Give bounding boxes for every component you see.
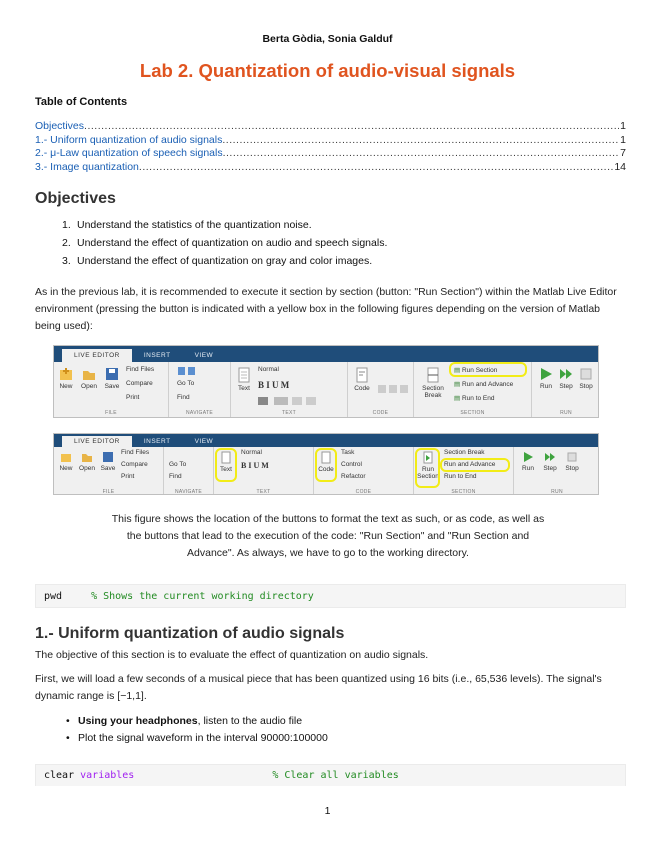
run-to-end-button: ▤ Run to End	[454, 395, 495, 402]
style-dropdown: Normal	[258, 366, 279, 373]
format-buttons: B I U M	[241, 461, 269, 470]
run-to-end-button: Run to End	[444, 473, 477, 480]
go-to-button: Go To	[177, 380, 195, 387]
code-block-clear[interactable]	[35, 764, 626, 786]
authors: Berta Gòdia, Sonia Galduf	[262, 33, 393, 45]
navigate-group: Go To Find NAVIGATE	[164, 447, 214, 495]
print-button: Print	[126, 394, 140, 401]
play-icon	[522, 451, 534, 463]
code-argument: variables	[80, 770, 135, 781]
new-button: New	[56, 367, 76, 390]
style-dropdown: Normal	[241, 449, 262, 456]
print-button: Print	[121, 473, 135, 480]
toc-leader	[223, 147, 620, 161]
toc-link[interactable]: 2.- μ-Law quantization of speech signals	[35, 147, 223, 159]
plus-icon	[59, 367, 73, 381]
navigate-group: Go To Find NAVIGATE	[169, 362, 231, 417]
open-button: Open	[79, 367, 99, 390]
text-group: Text Normal B I U M TEXT	[214, 447, 314, 495]
toc-page-number: 1	[620, 120, 626, 132]
navigate-icon	[177, 366, 197, 376]
run-section-button: Run Section	[417, 451, 439, 480]
toc-link[interactable]: Objectives	[35, 120, 85, 132]
toc-page-number: 7	[620, 147, 626, 159]
code-command: clear	[44, 770, 75, 781]
text-group: Text Normal B I U M TEXT	[231, 362, 348, 417]
toc-heading: Table of Contents	[35, 96, 128, 108]
step-icon	[559, 367, 573, 381]
code-button: Code	[317, 451, 335, 473]
list-item: • Using your headphones, listen to the audio file	[66, 715, 303, 727]
code-group: Code Task Control Refactor CODE	[314, 447, 414, 495]
run-and-advance-button: Run and Advance	[444, 461, 496, 468]
toc-page-number: 14	[614, 160, 626, 173]
section-1-bullets	[66, 713, 328, 747]
stop-button: Stop	[576, 367, 596, 390]
code-comment: % Clear all variables	[272, 770, 399, 781]
find-files-button: Find Files	[121, 449, 150, 456]
toolbar-tabs	[54, 346, 598, 362]
compare-button: Compare	[126, 380, 153, 387]
go-to-button: Go To	[169, 461, 187, 468]
run-section-highlight	[415, 448, 440, 488]
tab-view: VIEW	[194, 438, 214, 445]
folder-icon	[81, 451, 93, 463]
tab-insert: INSERT	[143, 352, 171, 359]
plus-icon	[60, 451, 72, 463]
toolbar-screenshot-1	[53, 345, 599, 418]
tab-view: VIEW	[194, 352, 214, 359]
section-1-heading: 1.- Uniform quantization of audio signals	[35, 625, 345, 642]
toc-item-image[interactable]	[35, 161, 626, 175]
run-and-advance-highlight	[440, 458, 510, 472]
figure-caption: This figure shows the location of the buttons to format the text as such, or as code, as well as the buttons that lead to the execution of the code: "Run Section" and "Run Section and Advance". As always, we have to go to the working directory.	[111, 513, 545, 559]
save-button: Save	[102, 367, 122, 390]
toc-leader	[84, 120, 619, 134]
text-doc-icon	[238, 367, 250, 383]
toc-item-mulaw[interactable]	[35, 147, 626, 161]
tab-live-editor: LIVE EDITOR	[62, 349, 132, 362]
list-item: • Plot the signal waveform in the interval 90000:100000	[66, 732, 328, 744]
tab-live-editor: LIVE EDITOR	[62, 436, 132, 447]
play-icon	[539, 367, 553, 381]
stop-button: Stop	[562, 451, 582, 472]
code-comment: % Shows the current working directory	[91, 590, 314, 602]
toc-link[interactable]: 1.- Uniform quantization of audio signals	[35, 133, 223, 146]
run-and-advance-button: ▤ Run and Advance	[454, 381, 514, 388]
find-button: Find	[169, 473, 182, 480]
floppy-icon	[105, 367, 119, 381]
control-button: Control	[341, 461, 362, 468]
text-button: Text	[235, 367, 253, 392]
intro-paragraph: As in the previous lab, it is recommended to execute it section by section (button: "Run Section") within the Matlab Live Editor environment (pressing the button is indicated with a yellow box in the following figures depending on the version of Matlab being used):	[35, 286, 617, 332]
folder-icon	[82, 367, 96, 381]
list-item: 3. Understand the effect of quantization on gray and color images.	[62, 255, 373, 267]
code-command: pwd	[44, 590, 63, 602]
file-group: New Open Save Find Files Compare Print FILE	[54, 447, 164, 495]
find-files-button: Find Files	[126, 366, 155, 373]
text-button: Text	[217, 451, 235, 473]
run-group: Run Step Stop RUN	[532, 362, 599, 417]
toc-link[interactable]: 3.- Image quantization	[35, 160, 139, 173]
code-tools-icon	[378, 384, 410, 394]
find-button: Find	[177, 394, 190, 401]
section-break-icon	[427, 367, 439, 383]
section-break-button: Section Break	[418, 367, 448, 399]
toc-page-number: 1	[620, 133, 626, 146]
floppy-icon	[102, 451, 114, 463]
run-section-highlight	[449, 362, 527, 377]
run-section-button: ▤ Run Section	[454, 367, 498, 374]
page-number: 1	[324, 805, 331, 817]
table-of-contents	[35, 120, 626, 174]
code-group: Code CODE	[348, 362, 414, 417]
save-button: Save	[98, 451, 118, 472]
toolbar-tabs	[54, 434, 598, 447]
section-1-intro: The objective of this section is to evaluate the effect of quantization on audio signals.	[35, 649, 429, 661]
section-group: Section Break ▤ Run Section ▤ Run and Advance ▤ Run to End SECTION	[414, 362, 532, 417]
code-button: Code	[352, 367, 372, 392]
compare-button: Compare	[121, 461, 148, 468]
document-title: Lab 2. Quantization of audio-visual signals	[139, 60, 516, 81]
step-icon	[544, 451, 556, 463]
code-doc-icon	[356, 367, 368, 383]
stop-icon	[579, 367, 593, 381]
format-buttons: B I U M	[258, 380, 290, 390]
open-button: Open	[77, 451, 97, 472]
step-button: Step	[540, 451, 560, 472]
new-button: New	[56, 451, 76, 472]
code-button-highlight	[315, 448, 337, 482]
toolbar-screenshot-2	[53, 433, 599, 495]
run-button: Run	[536, 367, 556, 390]
refactor-button: Refactor	[341, 473, 366, 480]
list-item: 1. Understand the statistics of the quantization noise.	[62, 219, 312, 231]
step-button: Step	[556, 367, 576, 390]
text-button-highlight	[215, 448, 237, 482]
toc-leader	[222, 134, 619, 148]
code-block-pwd[interactable]	[35, 584, 626, 608]
toc-item-objectives[interactable]	[35, 120, 626, 134]
objectives-list	[62, 216, 387, 270]
toc-item-uniform[interactable]	[35, 134, 626, 148]
stop-icon	[566, 451, 578, 463]
run-group: Run Step Stop RUN	[514, 447, 599, 495]
section-group: Run Section Section Break Run and Advance Run to End SECTION	[414, 447, 514, 495]
toc-leader	[139, 161, 613, 175]
run-button: Run	[518, 451, 538, 472]
objectives-heading: Objectives	[35, 190, 116, 207]
list-item: 2. Understand the effect of quantization on audio and speech signals.	[62, 237, 388, 249]
alignment-icon	[258, 396, 318, 406]
file-group: New Open Save Find Files Compare Print FILE	[54, 362, 169, 417]
section-break-button: Section Break	[444, 449, 485, 456]
task-button: Task	[341, 449, 355, 456]
tab-insert: INSERT	[143, 438, 171, 445]
section-1-paragraph: First, we will load a few seconds of a musical piece that has been quantized using 16 bits (i.e., 65,536 levels). The signal's dynamic range is [−1,1].	[35, 673, 602, 702]
